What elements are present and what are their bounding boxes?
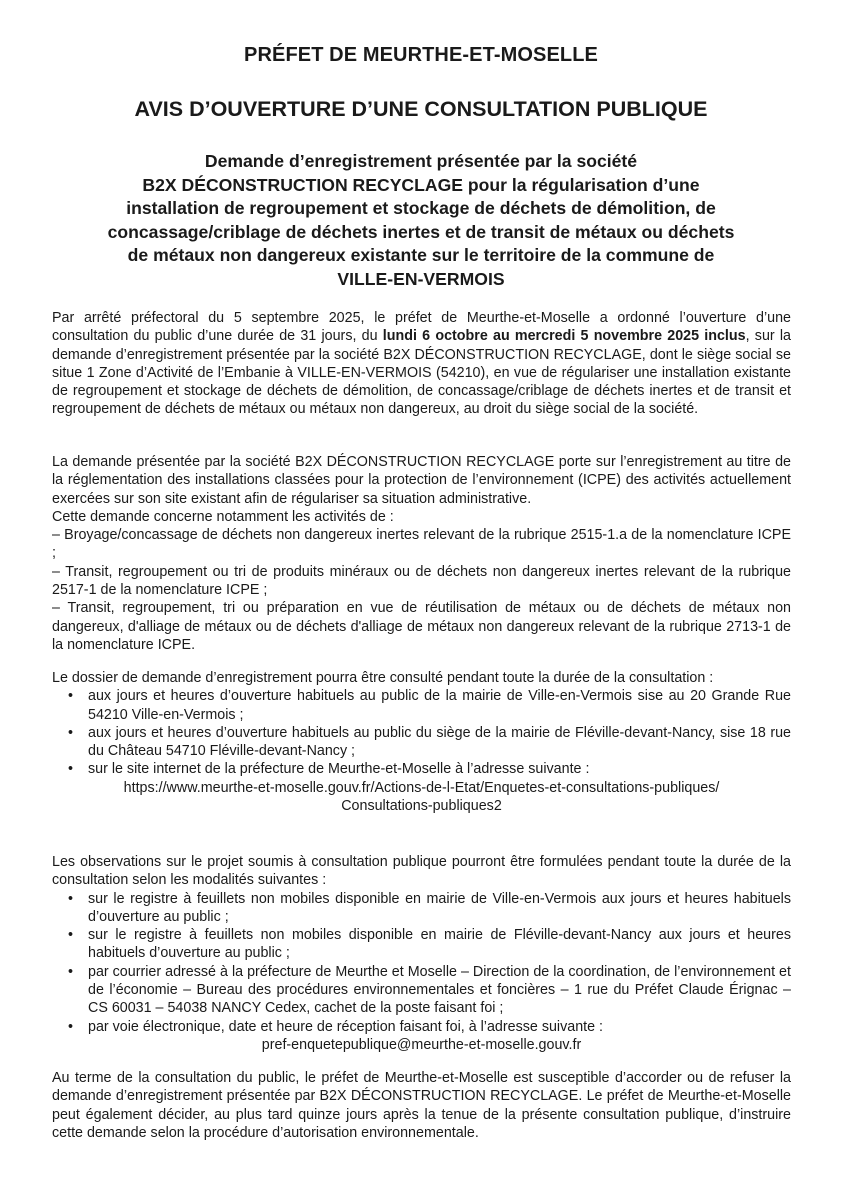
subject-line: de métaux non dangereux existante sur le territoire de la commune de bbox=[127, 245, 715, 265]
list-item-text: sur le registre à feuillets non mobiles disponible en mairie de Ville-en-Vermois aux jours et heures habituels d’ouverture au public ; bbox=[88, 890, 791, 925]
list-item bbox=[52, 724, 791, 761]
observations-intro: Les observations sur le projet soumis à consultation publique pourront être formulées pendant toute la durée de la consultation selon les modalités suivantes : bbox=[52, 854, 791, 889]
observations-section bbox=[52, 853, 791, 1054]
consultation-access-section bbox=[52, 669, 791, 815]
list-item-text: sur le site internet de la préfecture de Meurthe-et-Moselle à l’adresse suivante : bbox=[88, 761, 590, 778]
list-item bbox=[52, 926, 791, 963]
decision-text: Au terme de la consultation du public, le préfet de Meurthe-et-Moselle est susceptible d’accorder ou de refuser la demande d’enregistrement présentée par B2X DÉCONSTRUCTION RECYCLAGE. Le préfet de Meurthe-et-Moselle peut également décider, au plus tard quinze jours après la tenue de la présente consultation publique, d’instruire cette demande selon la procédure d’autorisation environnementale. bbox=[52, 1070, 791, 1141]
authority-heading: PRÉFET DE MEURTHE-ET-MOSELLE bbox=[244, 44, 598, 66]
order-paragraph bbox=[52, 309, 791, 419]
decision-paragraph bbox=[52, 1069, 791, 1142]
contact-email[interactable]: pref-enquetepublique@meurthe-et-moselle.gouv.fr bbox=[261, 1036, 582, 1053]
activity-item: – Broyage/concassage de déchets non dangereux inertes relevant de la rubrique 2515-1.a de la nomenclature ICPE ; bbox=[52, 527, 791, 562]
bullet-icon: • bbox=[68, 963, 74, 980]
bullet-icon: • bbox=[68, 688, 74, 705]
request-section bbox=[52, 453, 791, 654]
subject-line: concassage/criblage de déchets inertes et de transit de métaux ou déchets bbox=[107, 221, 735, 242]
activities-lead: Cette demande concerne notamment les activités de : bbox=[52, 508, 394, 525]
list-item bbox=[52, 890, 791, 927]
activity-item: – Transit, regroupement, tri ou préparation en vue de réutilisation de métaux ou de déchets de métaux non dangereux, d'alliage de métaux ou de déchets d'alliage de métaux non dangereux relevant de la rubrique 2713-1 de la nomenclature ICPE. bbox=[52, 600, 791, 653]
consultation-dates: lundi 6 octobre au mercredi 5 novembre 2025 inclus bbox=[382, 328, 746, 345]
subject-line: installation de regroupement et stockage de déchets de démolition, de bbox=[126, 198, 716, 218]
list-item-text: sur le registre à feuillets non mobiles disponible en mairie de Fléville-devant-Nancy aux jours et heures habituels d’ouverture au public ; bbox=[88, 927, 791, 962]
list-item bbox=[52, 687, 791, 724]
bullet-icon: • bbox=[68, 927, 74, 944]
bullet-icon: • bbox=[68, 724, 74, 741]
notice-title: AVIS D’OUVERTURE D’UNE CONSULTATION PUBLIQUE bbox=[134, 97, 708, 121]
access-intro: Le dossier de demande d’enregistrement pourra être consulté pendant toute la durée de la consultation : bbox=[52, 670, 714, 686]
list-item bbox=[52, 963, 791, 1018]
list-item-text: aux jours et heures d’ouverture habituels au public de la mairie de Ville-en-Vermois sise au 20 Grande Rue 54210 Ville-en-Vermois ; bbox=[88, 688, 791, 723]
list-item bbox=[52, 1018, 791, 1036]
subject-line: B2X DÉCONSTRUCTION RECYCLAGE pour la régularisation d’une bbox=[142, 174, 700, 195]
subject-heading bbox=[40, 150, 802, 291]
access-list bbox=[52, 687, 791, 778]
bullet-icon: • bbox=[68, 761, 74, 778]
list-item-text: par voie électronique, date et heure de réception faisant foi, à l’adresse suivante : bbox=[88, 1018, 604, 1035]
activity-item: – Transit, regroupement ou tri de produits minéraux ou de déchets non dangereux inertes relevant de la rubrique 2517-1 de la nomenclature ICPE ; bbox=[52, 563, 791, 599]
list-item bbox=[52, 760, 791, 778]
list-item-text: par courrier adressé à la préfecture de Meurthe et Moselle – Direction de la coordination, de l’environnement et de l’économie – Bureau des procédures environnementales et foncières – 1 rue du Préfet Claude Érignac – CS 60031 – 54038 NANCY Cedex, cachet de la poste faisant foi ; bbox=[88, 963, 791, 1017]
order-text-end: , sur la demande d’enregistrement présentée par la société B2X DÉCONSTRUCTION RECYCLAGE, dont le siège social se situe 1 Zone d’Activité de l’Embanie à VILLE-EN-VERMOIS (54210), en vue de régulariser une installation existante de regroupement et stockage de déchets de démolition, de concassage/criblage de déchets inertes et de transit et regroupement de déchets de métaux ou métaux non dangereux, au droit du siège social de la société. bbox=[52, 328, 792, 418]
request-intro: La demande présentée par la société B2X DÉCONSTRUCTION RECYCLAGE porte sur l’enregistrement au titre de la réglementation des installations classées pour la protection de l’environnement (ICPE) des activités actuellement exercées sur son site existant afin de régulariser sa situation administrative. bbox=[52, 454, 791, 507]
subject-line: VILLE-EN-VERMOIS bbox=[337, 268, 505, 289]
list-item-text: aux jours et heures d’ouverture habituels au public du siège de la mairie de Fléville-devant-Nancy, sise 18 rue du Château 54710 Fléville-devant-Nancy ; bbox=[88, 724, 791, 760]
subject-line: Demande d’enregistrement présentée par la société bbox=[204, 151, 638, 171]
website-url-line1[interactable]: https://www.meurthe-et-moselle.gouv.fr/Actions-de-l-Etat/Enquetes-et-consultations-publiques/ bbox=[123, 779, 720, 796]
bullet-icon: • bbox=[68, 1018, 74, 1035]
observations-list bbox=[52, 890, 791, 1036]
bullet-icon: • bbox=[68, 890, 74, 907]
website-url-line2[interactable]: Consultations-publiques2 bbox=[341, 798, 502, 815]
order-text-start: Par arrêté préfectoral du 5 septembre 2025, le préfet de Meurthe-et-Moselle a ordonné l’ouverture d’une consultation du public d’une durée de 31 jours, du bbox=[52, 310, 791, 345]
